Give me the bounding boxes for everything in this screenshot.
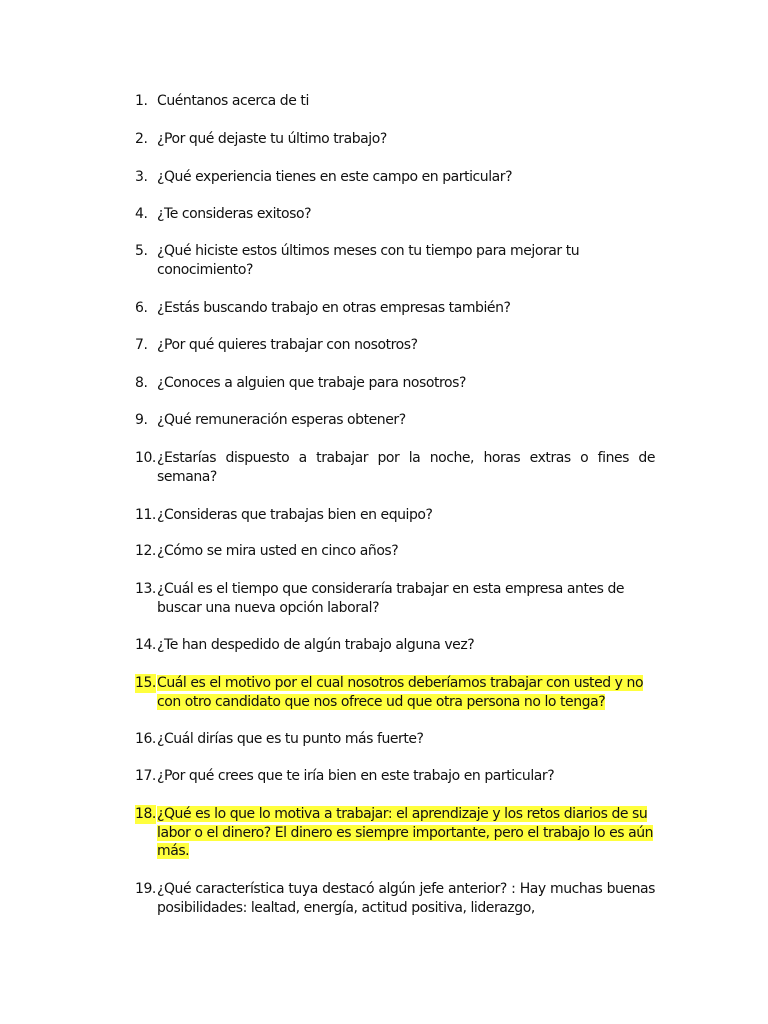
question-text: ¿Cómo se mira usted en cinco años? [157,543,399,559]
highlighted-question-text: Cuál es el motivo por el cual nosotros deberíamos trabajar con usted y no con otro candidato que nos ofrece ud que otra persona no lo tenga? [157,675,644,710]
question-item-5 [135,242,655,279]
question-text: ¿Estás buscando trabajo en otras empresas también? [157,300,511,316]
question-number: 3. [135,169,148,185]
question-item-16 [135,730,655,749]
question-number: 7. [135,337,148,353]
question-item-6 [135,299,655,318]
question-number: 18. [135,806,156,822]
question-item-18-highlighted [135,805,655,861]
question-item-15-highlighted [135,674,655,711]
question-number: 15. [135,675,156,691]
question-item-7 [135,336,655,355]
question-number: 6. [135,300,148,316]
question-item-17 [135,767,655,786]
question-text: ¿Qué remuneración esperas obtener? [157,412,406,428]
question-number: 8. [135,375,148,391]
question-text: ¿Por qué crees que te iría bien en este trabajo en particular? [157,768,555,784]
question-item-9 [135,411,655,430]
question-text: ¿Cuál es el tiempo que consideraría trabajar en esta empresa antes de buscar una nueva opción laboral? [157,581,625,616]
question-text: ¿Por qué dejaste tu último trabajo? [157,131,387,147]
question-number: 19. [135,881,156,897]
question-number: 11. [135,507,156,523]
question-text: ¿Conoces a alguien que trabaje para nosotros? [157,375,466,391]
question-number: 13. [135,581,156,597]
question-number: 17. [135,768,156,784]
question-item-4 [135,205,655,224]
question-text: ¿Estarías dispuesto a trabajar por la noche, horas extras o fines de semana? [157,450,655,485]
question-item-11 [135,506,655,525]
question-number: 1. [135,93,148,109]
question-number: 5. [135,243,148,259]
question-number: 4. [135,206,148,222]
question-text: ¿Cuál dirías que es tu punto más fuerte? [157,731,424,747]
question-item-8 [135,374,655,393]
question-text: ¿Qué hiciste estos últimos meses con tu tiempo para mejorar tu conocimiento? [157,243,580,278]
question-item-3 [135,168,655,187]
question-number: 2. [135,131,148,147]
question-item-19 [135,880,655,917]
question-item-1 [135,92,655,111]
question-text: ¿Qué característica tuya destacó algún jefe anterior? : Hay muchas buenas posibilidades: lealtad, energía, actitud positiva, liderazgo, [157,881,655,916]
highlighted-question-text: ¿Qué es lo que lo motiva a trabajar: el aprendizaje y los retos diarios de su labor o el dinero? El dinero es siempre importante, pero el trabajo lo es aún más. [157,806,654,859]
question-text: ¿Consideras que trabajas bien en equipo? [157,507,433,523]
question-item-14 [135,636,655,655]
question-text: ¿Por qué quieres trabajar con nosotros? [157,337,418,353]
question-number: 12. [135,543,156,559]
question-item-10 [135,449,655,486]
question-number: 10. [135,450,156,466]
question-text: Cuéntanos acerca de ti [157,93,309,109]
question-text: ¿Te han despedido de algún trabajo alguna vez? [157,637,475,653]
question-item-2 [135,130,655,149]
question-number: 16. [135,731,156,747]
question-text: ¿Te consideras exitoso? [157,206,312,222]
question-item-13 [135,580,655,617]
question-number: 14. [135,637,156,653]
question-item-12 [135,542,655,561]
question-text: ¿Qué experiencia tienes en este campo en particular? [157,169,513,185]
question-number: 9. [135,412,148,428]
